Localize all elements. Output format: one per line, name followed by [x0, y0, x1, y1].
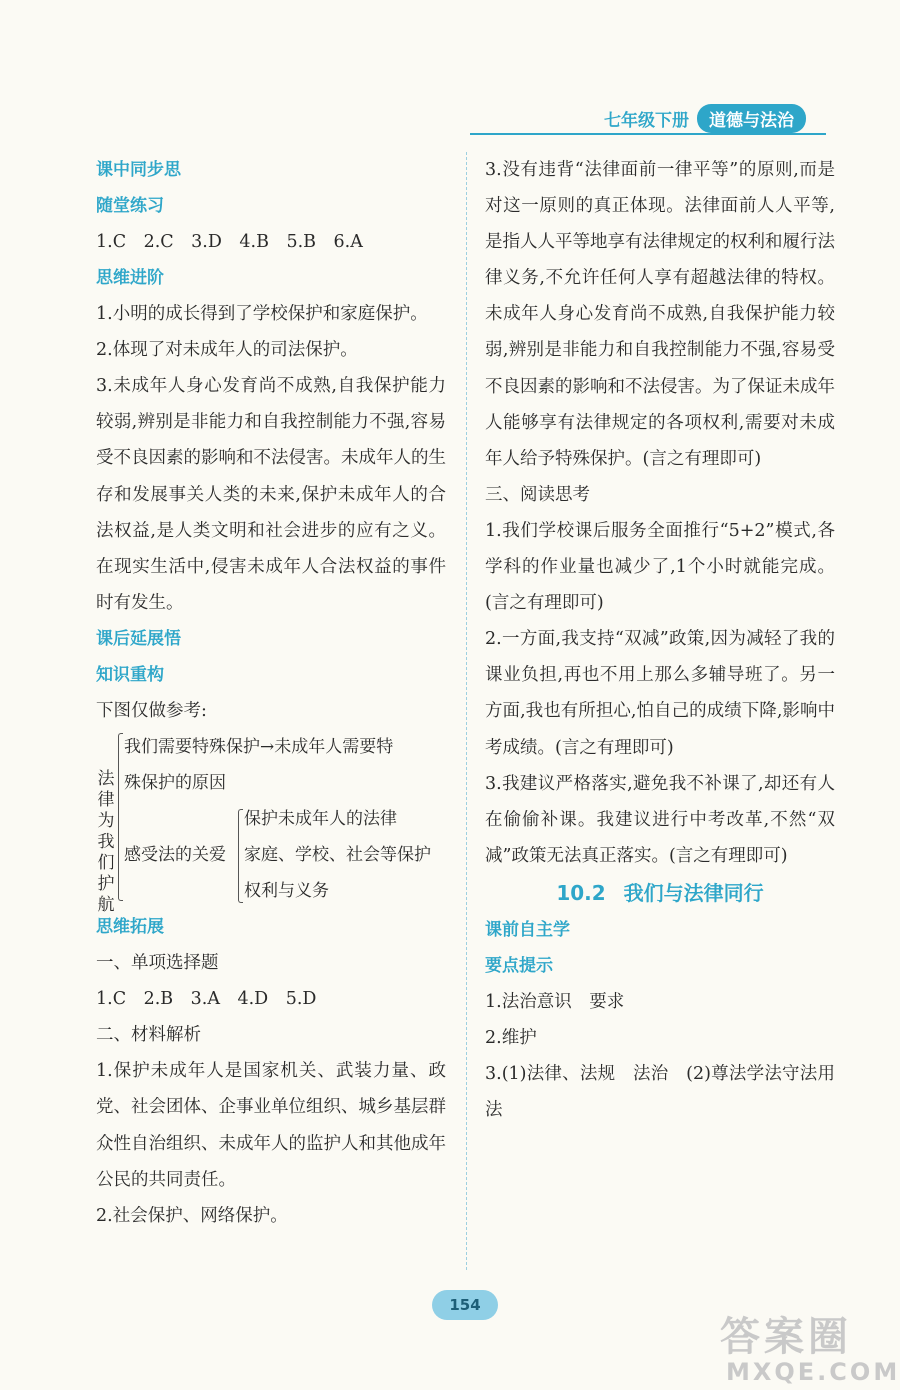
answer-paragraph: 1.小明的成长得到了学校保护和家庭保护。 [96, 304, 428, 325]
concept-map [96, 729, 446, 916]
heading-in-class: 课中同步思 [96, 160, 181, 180]
map-sub-3: 权利与义务 [244, 881, 329, 902]
map-bracket-inner [238, 809, 243, 903]
answers-practice: 1.C 2.C 3.D 4.B 5.B 6.A [96, 232, 363, 252]
answer-line: 1.法治意识 要求 [485, 991, 625, 1012]
answer-paragraph: 2.一方面,我支持“双减”政策,因为减轻了我的课业负担,再也不用上那么多辅导班了。另一方面,我也有所担心,怕自己的成绩下降,影响中考成绩。(言之有理即可) [485, 629, 835, 758]
grade-label: 七年级下册 [604, 111, 689, 131]
answer-line: 3.(1)法律、法规 法治 (2)尊法学法守法用法 [485, 1064, 835, 1121]
section-reading: 三、阅读思考 [485, 484, 590, 505]
page-number: 154 [432, 1290, 498, 1320]
section-single-choice: 一、单项选择题 [96, 953, 219, 974]
map-branch-2: 感受法的关爱 [124, 845, 226, 866]
answer-paragraph: 1.我们学校课后服务全面推行“5+2”模式,各学科的作业量也减少了,1个小时就能完成。(言之有理即可) [485, 520, 835, 614]
heading-pre-class: 课前自主学 [485, 919, 570, 940]
section-material: 二、材料解析 [96, 1025, 201, 1046]
answer-paragraph: 1.保护未成年人是国家机关、武装力量、政党、社会团体、企事业单位组织、城乡基层群众性自治组织、未成年人的监护人和其他成年公民的共同责任。 [96, 1061, 446, 1190]
section-title [485, 874, 835, 912]
section-number: 10.2 [556, 880, 606, 905]
watermark-logo [720, 1305, 900, 1386]
heading-practice: 随堂练习 [96, 196, 164, 216]
header-rule [470, 133, 826, 135]
column-divider [466, 152, 467, 1270]
watermark-text: 答案圈 [720, 1314, 852, 1360]
map-bracket-outer [118, 733, 123, 901]
heading-thinking-extend: 思维拓展 [96, 917, 164, 938]
answer-paragraph: 3.未成年人身心发育尚不成熟,自我保护能力较弱,辨别是非能力和自我控制能力不强,容易受不良因素的影响和不法侵害。未成年人的生存和发展事关人类的未来,保护未成年人的合法权益,是人类文明和社会进步的应有之义。在现实生活中,侵害未成年人合法权益的事件时有发生。 [96, 376, 446, 613]
heading-knowledge-rebuild: 知识重构 [96, 664, 164, 685]
answers-single-choice: 1.C 2.B 3.A 4.D 5.D [96, 989, 317, 1010]
answer-paragraph: 2.体现了对未成年人的司法保护。 [96, 340, 358, 361]
subject-badge: 道德与法治 [697, 104, 806, 133]
answer-paragraph: 3.我建议严格落实,避免我不补课了,却还有人在偷偷补课。我建议进行中考改革,不然“双减”政策无法真正落实。(言之有理即可) [485, 773, 835, 866]
left-column [96, 152, 446, 1234]
map-root: 法律为我们护航 [97, 769, 115, 916]
page-header [604, 104, 806, 133]
map-branch-1: 我们需要特殊保护→未成年人需要特 [124, 737, 394, 758]
section-name: 我们与法律同行 [623, 880, 764, 905]
right-column [485, 152, 835, 1128]
answer-line: 2.维护 [485, 1027, 537, 1048]
map-intro: 下图仅做参考: [96, 700, 207, 721]
heading-key-points: 要点提示 [485, 955, 553, 976]
map-sub-1: 保护未成年人的法律 [244, 809, 397, 830]
answer-paragraph: 3.没有违背“法律面前一律平等”的原则,而是对这一原则的真正体现。法律面前人人平等,是指人人平等地享有法律规定的权利和履行法律义务,不允许任何人享有超越法律的特权。未成年人身心发育尚不成熟,自我保护能力较弱,辨别是非能力和自我控制能力不强,容易受不良因素的影响和不法侵害。为了保证未成年人能够享有法律规定的各项权利,需要对未成年人给予特殊保护。(言之有理即可) [485, 160, 835, 469]
watermark-url: MXQE.COM [726, 1358, 900, 1386]
answer-paragraph: 2.社会保护、网络保护。 [96, 1205, 288, 1226]
map-branch-1-cont: 殊保护的原因 [124, 773, 226, 794]
map-sub-2: 家庭、学校、社会等保护 [244, 845, 431, 866]
heading-thinking-advance: 思维进阶 [96, 268, 164, 289]
heading-after-class: 课后延展悟 [96, 628, 181, 649]
